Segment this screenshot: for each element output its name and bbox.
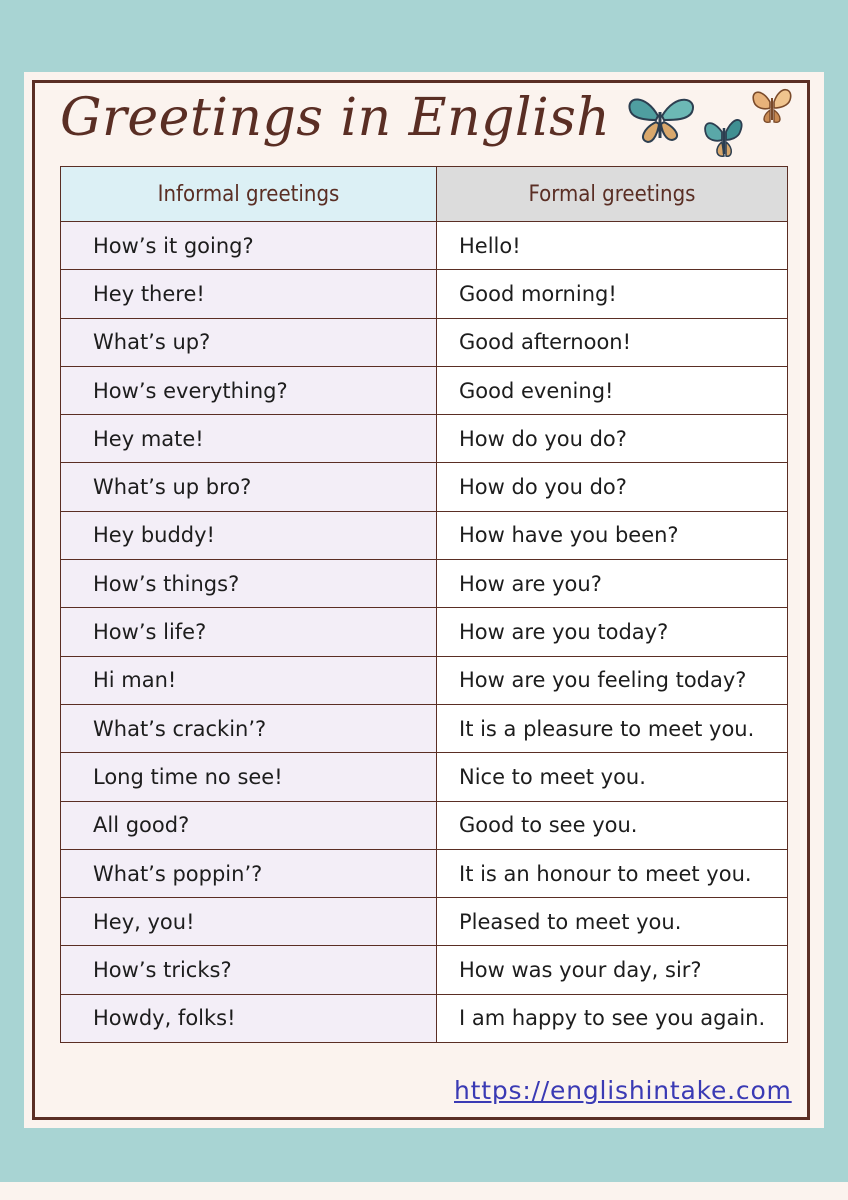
table-row bbox=[61, 270, 788, 318]
table-row bbox=[61, 318, 788, 366]
formal-greeting-cell: How are you feeling today? bbox=[437, 656, 788, 704]
table-row bbox=[61, 511, 788, 559]
informal-greeting-cell: Hi man! bbox=[61, 656, 437, 704]
header-formal: Formal greetings bbox=[437, 167, 788, 222]
table-row bbox=[61, 560, 788, 608]
informal-greeting-cell: How’s life? bbox=[61, 608, 437, 656]
butterfly-icon bbox=[629, 99, 693, 142]
butterflies-decoration bbox=[622, 84, 802, 160]
formal-greeting-cell: Good evening! bbox=[437, 366, 788, 414]
informal-greeting-cell: How’s things? bbox=[61, 560, 437, 608]
informal-greeting-cell: Hey, you! bbox=[61, 898, 437, 946]
formal-greeting-cell: Nice to meet you. bbox=[437, 753, 788, 801]
formal-greeting-cell: How was your day, sir? bbox=[437, 946, 788, 994]
table-row bbox=[61, 946, 788, 994]
formal-greeting-cell: How do you do? bbox=[437, 415, 788, 463]
informal-greeting-cell: What’s crackin’? bbox=[61, 704, 437, 752]
table-row bbox=[61, 898, 788, 946]
informal-greeting-cell: How’s tricks? bbox=[61, 946, 437, 994]
informal-greeting-cell: Hey there! bbox=[61, 270, 437, 318]
formal-greeting-cell: It is a pleasure to meet you. bbox=[437, 704, 788, 752]
table-row bbox=[61, 994, 788, 1042]
greetings-table bbox=[60, 166, 788, 1043]
formal-greeting-cell: Pleased to meet you. bbox=[437, 898, 788, 946]
formal-greeting-cell: Good to see you. bbox=[437, 801, 788, 849]
table-row bbox=[61, 366, 788, 414]
formal-greeting-cell: How have you been? bbox=[437, 511, 788, 559]
table-row bbox=[61, 753, 788, 801]
informal-greeting-cell: Howdy, folks! bbox=[61, 994, 437, 1042]
formal-greeting-cell: How are you today? bbox=[437, 608, 788, 656]
table-row bbox=[61, 415, 788, 463]
informal-greeting-cell: All good? bbox=[61, 801, 437, 849]
formal-greeting-cell: I am happy to see you again. bbox=[437, 994, 788, 1042]
table-header-row bbox=[61, 167, 788, 222]
informal-greeting-cell: How’s it going? bbox=[61, 222, 437, 270]
website-link[interactable]: https://englishintake.com bbox=[454, 1076, 792, 1105]
informal-greeting-cell: What’s poppin’? bbox=[61, 849, 437, 897]
table-row bbox=[61, 704, 788, 752]
table-row bbox=[61, 463, 788, 511]
formal-greeting-cell: How are you? bbox=[437, 560, 788, 608]
bottom-strip bbox=[0, 1182, 848, 1200]
table-row bbox=[61, 608, 788, 656]
formal-greeting-cell: Good morning! bbox=[437, 270, 788, 318]
table-row bbox=[61, 222, 788, 270]
informal-greeting-cell: Hey mate! bbox=[61, 415, 437, 463]
informal-greeting-cell: Hey buddy! bbox=[61, 511, 437, 559]
informal-greeting-cell: Long time no see! bbox=[61, 753, 437, 801]
formal-greeting-cell: It is an honour to meet you. bbox=[437, 849, 788, 897]
table-row bbox=[61, 801, 788, 849]
formal-greeting-cell: How do you do? bbox=[437, 463, 788, 511]
worksheet-card bbox=[24, 72, 824, 1128]
formal-greeting-cell: Hello! bbox=[437, 222, 788, 270]
informal-greeting-cell: What’s up? bbox=[61, 318, 437, 366]
header-informal: Informal greetings bbox=[61, 167, 437, 222]
table-row bbox=[61, 656, 788, 704]
informal-greeting-cell: What’s up bro? bbox=[61, 463, 437, 511]
table-row bbox=[61, 849, 788, 897]
page-title: Greetings in English bbox=[60, 88, 611, 148]
butterfly-icon bbox=[705, 120, 742, 156]
butterfly-icon bbox=[753, 90, 791, 123]
informal-greeting-cell: How’s everything? bbox=[61, 366, 437, 414]
formal-greeting-cell: Good afternoon! bbox=[437, 318, 788, 366]
